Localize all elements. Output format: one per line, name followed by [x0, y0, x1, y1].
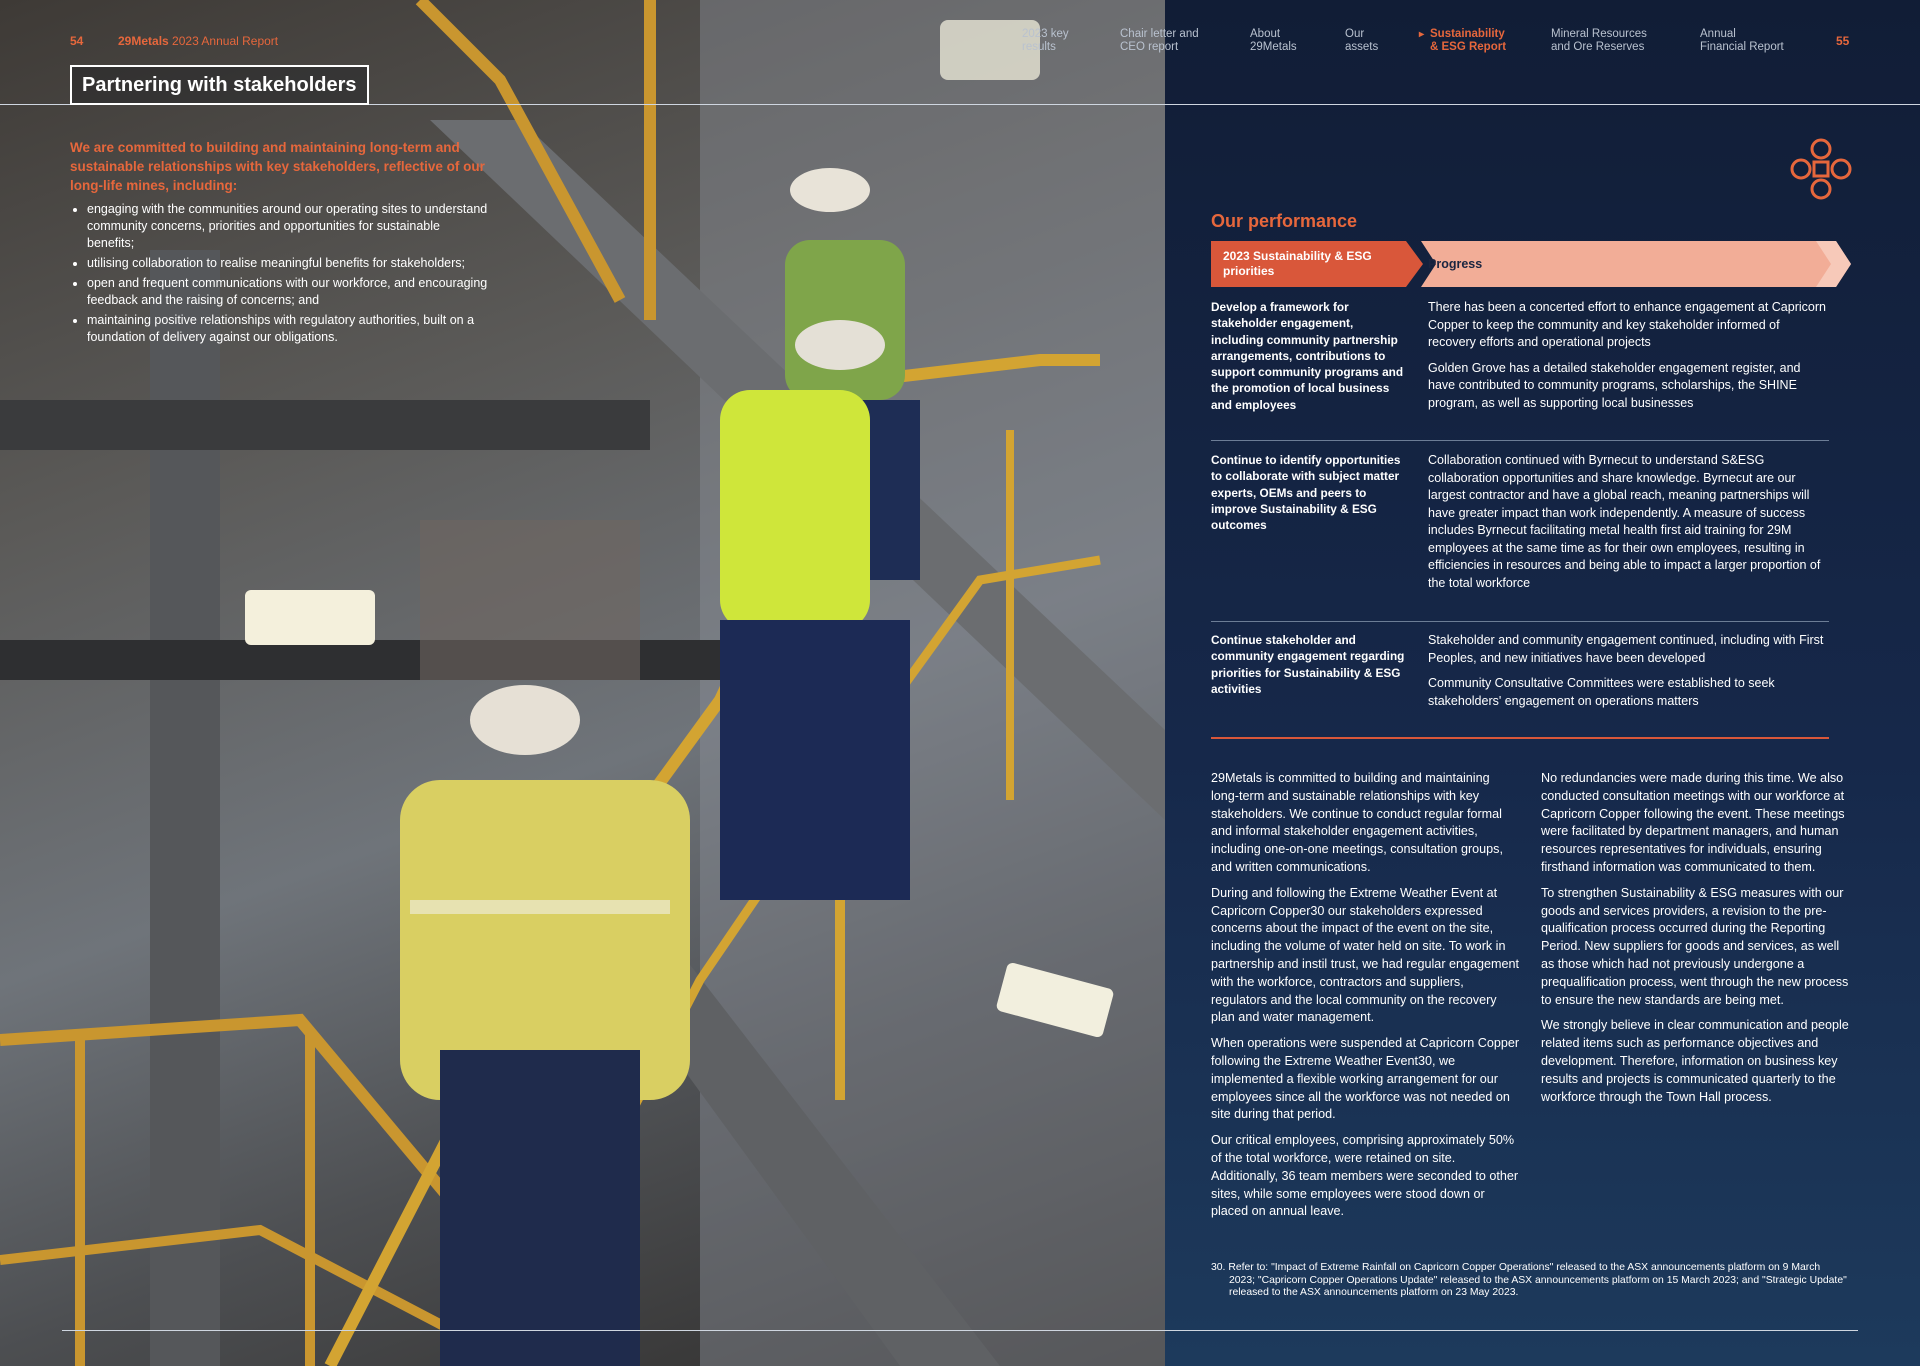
progress-paragraph: Stakeholder and community engagement continued, including with First Peoples, and new initiatives have been developed: [1428, 633, 1824, 665]
body-paragraph: No redundancies were made during this time. We also conducted consultation meetings with our workforce at Capricorn Copper following the event. These meetings were facilitated by department managers, and human resources representatives for individuals, ensuring firsthand information was communicated to them.: [1541, 771, 1845, 874]
body-column-left: [1211, 770, 1521, 1229]
priority-text: Continue stakeholder and community engagement regarding priorities for Sustainability & ESG activities: [1211, 633, 1405, 696]
nav-mineral-resources-ore-reserves[interactable]: Mineral Resources and Ore Reserves: [1551, 28, 1647, 53]
performance-row: [1211, 299, 1829, 441]
priorities-column-header: 2023 Sustainability & ESG priorities: [1223, 249, 1372, 278]
body-column-right: [1541, 770, 1851, 1114]
progress-paragraph: There has been a concerted effort to enhance engagement at Capricorn Copper to keep the community and key stakeholder informed of recovery efforts and operational projects: [1428, 300, 1826, 349]
performance-title: Our performance: [1211, 211, 1358, 231]
report-title: [118, 34, 278, 48]
intro-bullet: • engaging with the communities around our operating sites to understand community concerns, priorities and opportunities for sustainable benefits;: [87, 201, 490, 252]
performance-row: [1211, 632, 1829, 739]
intro-bullet: • maintaining positive relationships with regulatory authorities, built on a foundation of delivery against our obligations.: [87, 312, 490, 346]
intro-block: [70, 138, 490, 349]
intro-bullet-list: [70, 201, 490, 346]
body-paragraph: We strongly believe in clear communication and people related items such as performance objectives and development. Therefore, information on business key results and projects is communicated quarterly to the workforce through the Town Hall process.: [1541, 1018, 1849, 1104]
performance-row: [1211, 452, 1829, 622]
nav-sustainability-esg-report[interactable]: ▸ Sustainability & ESG Report: [1430, 28, 1506, 54]
progress-paragraph: Golden Grove has a detailed stakeholder engagement register, and have contributed to community programs, scholarships, the SHINE program, as well as supporting local businesses: [1428, 360, 1801, 410]
progress-paragraph: Collaboration continued with Byrnecut to understand S&ESG collaboration opportunities and share knowledge. Byrnecut are our largest contractor and have a global reach, meaning partnerships will have greater impact than work independently. A measure of success includes Byrnecut facilitating metal health first aid training for 29M employees at the same time as for their own employees, resulting in efficiencies in resources and being able to impact a larger proportion of the total workforce: [1428, 453, 1821, 590]
intro-lead: We are committed to building and maintaining long-term and sustainable relationships with key stakeholders, reflective of our long-life mines, including:: [70, 140, 485, 193]
nav-annual-financial-report[interactable]: Annual Financial Report: [1700, 28, 1784, 53]
progress-column-header: Progress: [1428, 257, 1483, 271]
body-paragraph: To strengthen Sustainability & ESG measures with our goods and services providers, a revision to the pre-qualification process occurred during the Reporting Period. New suppliers for goods and services, as well as those which had not previously undergone a prequalification process, went through the new process to ensure the new standards are being met.: [1541, 885, 1849, 1007]
nav-2023-key-results[interactable]: 2023 key results: [1022, 28, 1069, 53]
priority-text: Continue to identify opportunities to collaborate with subject matter experts, OEMs and peers to improve Sustainability & ESG outcomes: [1211, 453, 1401, 533]
body-paragraph: When operations were suspended at Capricorn Copper following the Extreme Weather Event30, we implemented a flexible working arrangement for our employees since all the workforce was not needed on site during that period.: [1211, 1036, 1520, 1122]
body-paragraph: Our critical employees, comprising approximately 50% of the total workforce, were retained on site. Additionally, 36 team members were seconded to other sites, while some employees were stood down or placed on annual leave.: [1211, 1133, 1519, 1219]
footnote: 30. Refer to: "Impact of Extreme Rainfall on Capricorn Copper Operations" released to the ASX announcements platform on 9 March 2023; "Capricorn Copper Operations Update" released to the ASX announcements platform on 15 March 2023; and "Strategic Update" released to the ASX announcements platform on 23 May 2023.: [1211, 1262, 1847, 1298]
priority-text: Develop a framework for stakeholder engagement, including community partnership arrangements, contributions to support community programs and the promotion of local business and employees: [1211, 300, 1404, 412]
report-brand: 29Metals: [118, 34, 169, 48]
right-page-number: 55: [1836, 34, 1850, 48]
progress-paragraph: Community Consultative Committees were established to seek stakeholders' engagement on operations matters: [1428, 676, 1775, 708]
progress-text: [1428, 632, 1828, 718]
body-paragraph: 29Metals is committed to building and maintaining long-term and sustainable relationships with key stakeholders. We continue to conduct regular formal and informal stakeholder engagement activities, including one-on-one meetings, consultation groups, and written communications.: [1211, 771, 1503, 874]
intro-bullet: • utilising collaboration to realise meaningful benefits for stakeholders;: [87, 255, 490, 272]
body-paragraph: During and following the Extreme Weather Event at Capricorn Copper30 our stakeholders expressed concerns about the impact of the event on the site, including the volume of water held on site. To work in partnership and instil trust, we had regular engagement with the workforce, contractors and suppliers, regulators and the local community on the recovery plan and water management.: [1211, 885, 1520, 1025]
nav-our-assets[interactable]: Our assets: [1345, 28, 1379, 53]
section-title: Partnering with stakeholders: [70, 65, 369, 105]
nav-chair-letter-ceo-report[interactable]: Chair letter and CEO report: [1120, 28, 1199, 53]
intro-bullet: • open and frequent communications with our workforce, and encouraging feedback and the raising of concerns; and: [87, 275, 490, 309]
progress-text: [1428, 452, 1828, 600]
left-page-number: 54: [70, 34, 84, 48]
stakeholder-network-icon: [1788, 136, 1854, 202]
footer-rule: [62, 1330, 1858, 1331]
progress-text: [1428, 299, 1828, 420]
nav-about-29metals[interactable]: About 29Metals: [1250, 28, 1297, 53]
report-title-text: 2023 Annual Report: [172, 34, 279, 48]
